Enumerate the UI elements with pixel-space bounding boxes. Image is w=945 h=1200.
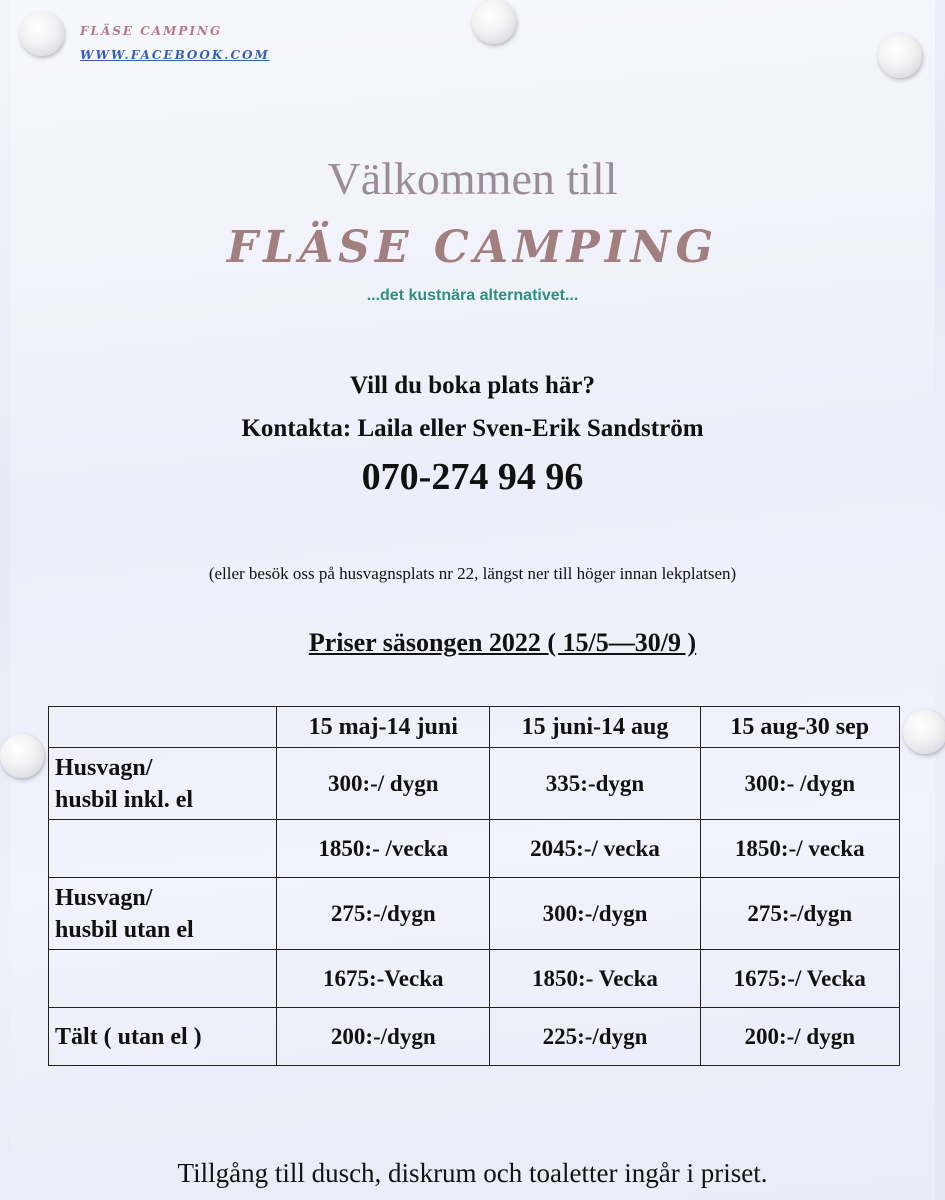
pushpin	[903, 710, 945, 754]
row-label-text: Husvagn/ husbil inkl. el	[55, 754, 194, 813]
price-cell: 200:-/dygn	[277, 1008, 490, 1066]
table-row	[49, 950, 900, 1008]
header-brand: FLÄSE CAMPING	[80, 24, 223, 38]
prices-heading: Priser säsongen 2022 ( 15/5—30/9 )	[308, 628, 697, 657]
price-cell: 335:-dygn	[490, 748, 700, 820]
brand-title: FLÄSE CAMPING	[226, 222, 719, 273]
row-label	[49, 748, 277, 820]
booking-question: Vill du boka plats här?	[350, 372, 595, 399]
price-cell: 1675:-/ Vecka	[700, 950, 900, 1008]
price-cell: 275:-/dygn	[277, 878, 490, 950]
table-header-row	[49, 707, 900, 748]
pushpin	[878, 34, 922, 78]
price-cell: 2045:-/ vecka	[490, 820, 700, 878]
price-cell: 1850:-/ vecka	[700, 820, 900, 878]
price-cell: 1850:- Vecka	[490, 950, 700, 1008]
column-header: 15 juni-14 aug	[490, 707, 700, 748]
table-row	[49, 748, 900, 820]
row-label	[49, 878, 277, 950]
pushpin	[472, 0, 516, 44]
price-cell: 200:-/ dygn	[700, 1008, 900, 1066]
table-row	[49, 1008, 900, 1066]
row-label	[49, 950, 277, 1008]
column-header: 15 aug-30 sep	[700, 707, 900, 748]
price-cell: 1675:-Vecka	[277, 950, 490, 1008]
price-cell: 225:-/dygn	[490, 1008, 700, 1066]
welcome-heading: Välkommen till	[327, 153, 618, 204]
row-label: Tält ( utan el )	[49, 1008, 277, 1066]
price-cell: 275:-/dygn	[700, 878, 900, 950]
price-cell: 1850:- /vecka	[277, 820, 490, 878]
pushpin	[0, 734, 44, 778]
price-cell: 300:-/ dygn	[277, 748, 490, 820]
facebook-link: WWW.FACEBOOK.COM	[80, 48, 270, 62]
contact-line: Kontakta: Laila eller Sven-Erik Sandström	[241, 415, 704, 442]
column-header: 15 maj-14 juni	[277, 707, 490, 748]
price-table	[48, 706, 900, 1066]
price-cell: 300:-/dygn	[490, 878, 700, 950]
visit-note: (eller besök oss på husvagnsplats nr 22, längst ner till höger innan lekplatsen)	[208, 564, 737, 583]
table-row	[49, 820, 900, 878]
pushpin	[20, 12, 64, 56]
table-row	[49, 878, 900, 950]
footer-note: Tillgång till dusch, diskrum och toaletter ingår i priset.	[177, 1158, 768, 1188]
row-label-text: Husvagn/ husbil utan el	[55, 884, 194, 943]
price-cell: 300:- /dygn	[700, 748, 900, 820]
phone-number: 070-274 94 96	[361, 456, 584, 498]
row-label	[49, 820, 277, 878]
table-corner-cell	[49, 707, 277, 748]
tagline: ...det kustnära alternativet...	[366, 287, 579, 304]
